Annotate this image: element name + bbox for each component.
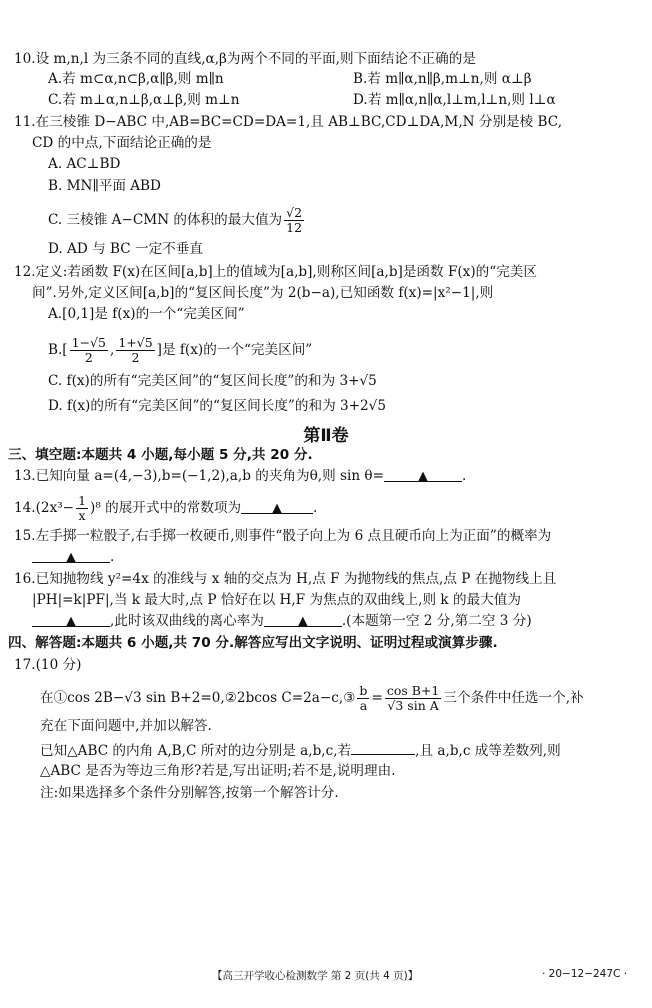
q17-cos-den: √3 sin A <box>387 698 439 713</box>
q12-b-open: B.[ <box>48 342 68 358</box>
q13-end: . <box>462 468 467 484</box>
q11-option-c-text: C. 三棱锥 A−CMN 的体积的最大值为 <box>48 212 283 228</box>
q12-stem-line2: 间”.另外,定义区间[a,b]的“复区间长度”为 2(b−a),已知函数 f(x)=|x²−1|,则 <box>32 285 494 301</box>
q16-text-mid: ,此时该双曲线的离心率为 <box>110 613 264 629</box>
q15-answer-blank <box>32 548 110 563</box>
q17-fraction-ba <box>357 684 369 713</box>
part-2-title: 第Ⅱ卷 <box>303 426 349 446</box>
q13-answer-blank <box>384 467 462 482</box>
q17-line4: △ABC 是否为等边三角形?若是,写出证明;若不是,说明理由. <box>40 763 396 779</box>
q12-b-comma: , <box>109 342 115 358</box>
q11-option-c <box>48 206 306 235</box>
q15-end: . <box>110 549 115 565</box>
q14-answer-blank <box>241 499 313 514</box>
q17-ba-num: b <box>359 683 368 698</box>
q16-blank-mark-1: ▲ <box>66 614 76 629</box>
q14-numerator: 1 <box>78 493 87 508</box>
q10-option-c: C.若 m⊥α,n⊥β,α⊥β,则 m⊥n <box>48 92 240 108</box>
q17-conditions-text: 在①cos 2B−√3 sin B+2=0,②2bcos C=2a−c,③ <box>40 690 356 706</box>
q12-b-den1: 2 <box>84 350 93 365</box>
q12-option-b <box>48 336 312 365</box>
q10-option-d: D.若 m∥α,n∥α,l⊥m,l⊥n,则 l⊥α <box>353 92 556 108</box>
q17-equals: = <box>371 690 383 706</box>
q10-option-b: B.若 m∥α,n∥β,m⊥n,则 α⊥β <box>353 71 532 87</box>
q13-text: 13.已知向量 a=(4,−3),b=(−1,2),a,b 的夹角为θ,则 sin θ= <box>14 468 384 484</box>
q13 <box>14 467 466 485</box>
q17-conditions-tail: 三个条件中任选一个,补 <box>443 690 584 706</box>
q17-cos-num: cos B+1 <box>386 683 440 698</box>
q16-answer-blank-2 <box>264 612 342 627</box>
q16-line2: |PH|=k|PF|,当 k 最大时,点 P 恰好在以 H,F 为焦点的双曲线上,则 k 的最大值为 <box>32 592 521 608</box>
q15-line1: 15.左手掷一粒骰子,右手掷一枚硬币,则事件“骰子向上为 6 点且硬币向上为正面”的概率为 <box>14 528 552 544</box>
section-3-heading: 三、填空题:本题共 4 小题,每小题 5 分,共 20 分. <box>8 447 313 463</box>
q12-option-d: D. f(x)的所有“完美区间”的“复区间长度”的和为 3+2√5 <box>48 398 386 414</box>
q17-line3-tail: ,且 a,b,c 成等差数列,则 <box>415 743 561 759</box>
q17-line3 <box>40 740 561 760</box>
q17-ba-den: a <box>359 698 368 713</box>
q17-line2: 充在下面问题中,并加以解答. <box>40 718 212 734</box>
q11-option-a: A. AC⊥BD <box>48 156 121 172</box>
q16-text-end: .(本题第一空 2 分,第二空 3 分) <box>341 613 532 629</box>
q16-line1: 16.已知抛物线 y²=4x 的准线与 x 轴的交点为 H,点 F 为抛物线的焦点,点 P 在抛物线上且 <box>14 571 557 587</box>
q17-note: 注:如果选择多个条件分别解答,按第一个解答计分. <box>40 785 339 801</box>
q11-c-denominator: 12 <box>286 220 303 235</box>
q14-fraction <box>76 494 88 523</box>
q15-line2 <box>32 548 114 566</box>
q11-stem-line1: 11.在三棱锥 D−ABC 中,AB=BC=CD=DA=1,且 AB⊥BC,CD⊥DA,M,N 分别是棱 BC, <box>14 114 563 130</box>
q17-condition-blank <box>351 740 415 755</box>
q11-option-b: B. MN∥平面 ABD <box>48 178 161 194</box>
q12-option-a: A.[0,1]是 f(x)的一个“完美区间” <box>48 306 245 322</box>
q11-stem-line2: CD 的中点,下面结论正确的是 <box>32 135 212 151</box>
q14-denominator: x <box>78 508 86 523</box>
footer-page-info: 【高三开学收心检测数学 第 2 页(共 4 页)】 <box>212 970 419 982</box>
q12-b-num2: 1+√5 <box>118 335 153 350</box>
section-4-heading: 四、解答题:本题共 6 小题,共 70 分.解答应写出文字说明、证明过程或演算步骤. <box>8 635 498 651</box>
q14-text-mid: )⁸ 的展开式中的常数项为 <box>90 500 242 516</box>
q10-option-a: A.若 m⊂α,n⊂β,α∥β,则 m∥n <box>48 71 224 87</box>
q17-conditions <box>40 684 584 713</box>
q17-fraction-cos <box>385 684 442 713</box>
q16-blank-mark-2: ▲ <box>297 614 308 629</box>
q11-option-d: D. AD 与 BC 一定不垂直 <box>48 241 203 257</box>
q14 <box>14 494 317 523</box>
q10-stem: 10.设 m,n,l 为三条不同的直线,α,β为两个不同的平面,则下面结论不正确的是 <box>14 51 476 67</box>
q15-blank-mark: ▲ <box>66 550 76 565</box>
q11-c-numerator: √2 <box>286 205 303 220</box>
q14-text-start: 14.(2x³− <box>14 500 75 516</box>
q12-b-tail: ]是 f(x)的一个“完美区间” <box>156 342 313 358</box>
q12-b-fraction1 <box>70 336 108 365</box>
q14-end: . <box>313 500 318 516</box>
q17-heading: 17.(10 分) <box>14 657 82 673</box>
q14-blank-mark: ▲ <box>272 501 283 516</box>
footer-code: · 20−12−247C · <box>542 968 628 980</box>
q16-line3 <box>32 612 532 630</box>
q13-blank-mark: ▲ <box>418 469 428 484</box>
q12-option-c: C. f(x)的所有“完美区间”的“复区间长度”的和为 3+√5 <box>48 373 377 389</box>
q12-stem-line1: 12.定义:若函数 F(x)在区间[a,b]上的值域为[a,b],则称区间[a,b]是函数 F(x)的“完美区 <box>14 264 537 280</box>
q12-b-num1: 1−√5 <box>71 335 106 350</box>
q12-b-fraction2 <box>116 336 154 365</box>
q12-b-den2: 2 <box>131 350 140 365</box>
q17-line3-text: 已知△ABC 的内角 A,B,C 所对的边分别是 a,b,c,若 <box>40 743 352 759</box>
q11-c-fraction <box>284 206 304 235</box>
q16-answer-blank-1 <box>32 612 110 627</box>
